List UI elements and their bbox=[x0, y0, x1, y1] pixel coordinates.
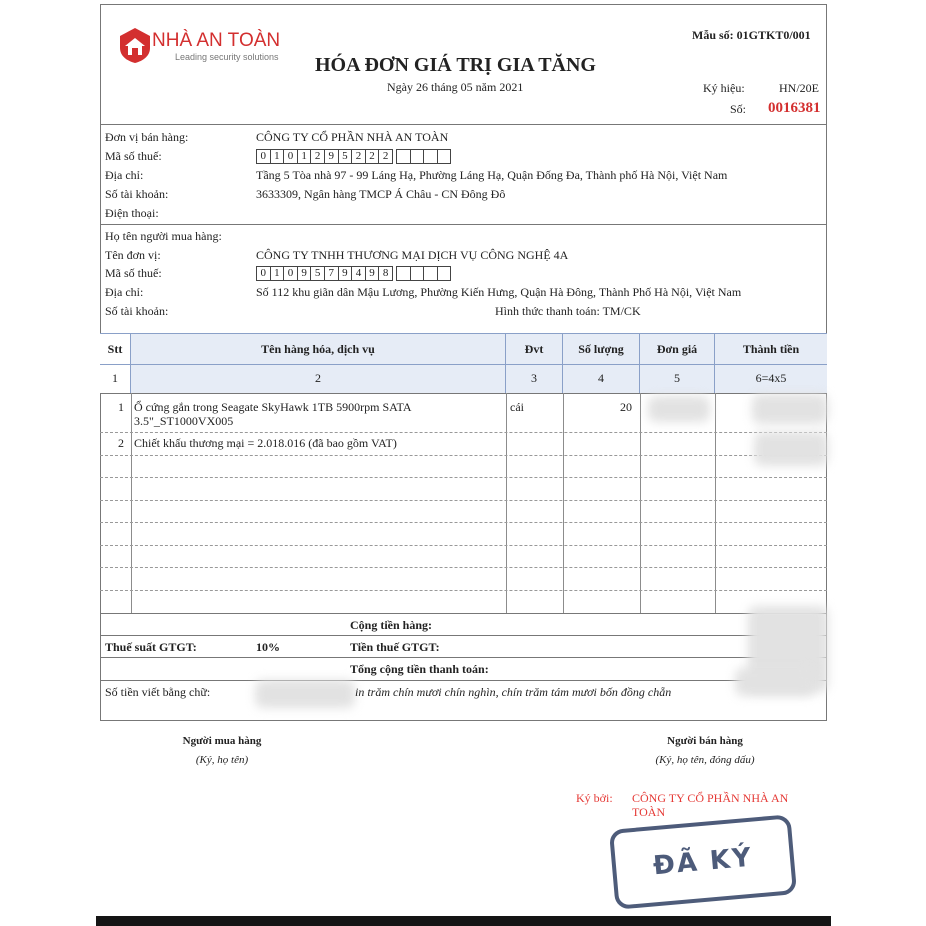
row-item-name: Chiết khấu thương mại = 2.018.016 (đã bao gồm VAT) bbox=[134, 436, 397, 450]
form-number: Mẫu số: 01GTKT0/001 bbox=[692, 28, 811, 42]
col-number: 2 bbox=[131, 364, 506, 393]
col-number: 5 bbox=[640, 364, 715, 393]
col-header-amount: Thành tiền bbox=[715, 334, 827, 364]
col-header-qty: Số lượng bbox=[563, 334, 640, 364]
invoice-number: 0016381 bbox=[768, 100, 821, 116]
row-separator bbox=[100, 477, 827, 478]
redacted-amount bbox=[752, 394, 828, 424]
redacted-words bbox=[255, 680, 355, 708]
row-separator bbox=[100, 522, 827, 523]
divider bbox=[100, 393, 827, 394]
in-words-label: Số tiền viết bằng chữ: bbox=[105, 685, 211, 699]
buyer-unit-label: Tên đơn vị: bbox=[105, 248, 161, 262]
row-qty: 20 bbox=[620, 400, 632, 414]
col-header-name: Tên hàng hóa, dịch vụ bbox=[131, 334, 506, 364]
subtotal-label: Cộng tiền hàng: bbox=[350, 618, 433, 632]
col-number: 3 bbox=[506, 364, 563, 393]
logo-tagline: Leading security solutions bbox=[175, 52, 279, 62]
buyer-account-label: Số tài khoản: bbox=[105, 304, 169, 318]
seller-address-label: Địa chỉ: bbox=[105, 168, 144, 182]
in-words: in trăm chín mươi chín nghìn, chín trăm tám mươi bốn đồng chẵn bbox=[355, 685, 672, 699]
divider bbox=[100, 613, 827, 614]
seller-tax-label: Mã số thuế: bbox=[105, 149, 162, 163]
bottom-bar bbox=[96, 916, 831, 926]
signed-by-name: CÔNG TY CỔ PHẦN NHÀ AN bbox=[632, 791, 789, 805]
invoice-title: HÓA ĐƠN GIÁ TRỊ GIA TĂNG bbox=[315, 54, 596, 76]
buyer-address: Số 112 khu giãn dân Mậu Lương, Phường Kiến Hưng, Quận Hà Đông, Thành Phố Hà Nội, Việt Nam bbox=[256, 285, 742, 299]
row-separator bbox=[100, 590, 827, 591]
symbol-value: HN/20E bbox=[779, 81, 819, 95]
seller-name-label: Đơn vị bán hàng: bbox=[105, 130, 189, 144]
invoice-date: Ngày 26 tháng 05 năm 2021 bbox=[387, 80, 524, 94]
seller-sign-title: Người bán hàng bbox=[667, 735, 743, 747]
seller-phone-label: Điện thoại: bbox=[105, 206, 159, 220]
row-stt: 2 bbox=[118, 436, 124, 450]
row-unit: cái bbox=[510, 400, 524, 414]
symbol-label: Ký hiệu: bbox=[703, 81, 745, 95]
divider bbox=[100, 635, 827, 636]
redacted-amount bbox=[754, 432, 828, 466]
number-label: Số: bbox=[730, 102, 747, 116]
payment-method: Hình thức thanh toán: TM/CK bbox=[495, 304, 641, 318]
divider bbox=[100, 657, 827, 658]
signed-stamp bbox=[609, 814, 797, 910]
house-shield-icon bbox=[118, 26, 152, 64]
row-item-name: Ổ cứng gắn trong Seagate SkyHawk 1TB 5900rpm SATA bbox=[134, 400, 412, 414]
divider bbox=[100, 124, 827, 125]
col-header-stt: Stt bbox=[100, 334, 131, 364]
row-separator bbox=[100, 455, 827, 456]
buyer-name-label: Họ tên người mua hàng: bbox=[105, 229, 222, 243]
buyer-sign-title: Người mua hàng bbox=[182, 735, 262, 747]
seller-account-label: Số tài khoản: bbox=[105, 187, 169, 201]
company-logo bbox=[118, 26, 152, 64]
buyer-tax-label: Mã số thuế: bbox=[105, 266, 162, 280]
divider bbox=[100, 680, 827, 681]
row-separator bbox=[100, 500, 827, 501]
col-header-price: Đơn giá bbox=[640, 334, 715, 364]
seller-address: Tầng 5 Tòa nhà 97 - 99 Láng Hạ, Phường Láng Hạ, Quận Đống Đa, Thành phố Hà Nội, Việt Nam bbox=[256, 168, 728, 182]
buyer-sign-note: (Ký, họ tên) bbox=[195, 754, 249, 766]
row-item-name-cont: 3.5"_ST1000VX005 bbox=[134, 414, 234, 428]
row-separator bbox=[100, 545, 827, 546]
row-separator bbox=[100, 432, 827, 433]
column-line bbox=[563, 393, 564, 613]
col-header-unit: Đvt bbox=[506, 334, 563, 364]
redacted-words bbox=[735, 668, 815, 696]
vat-rate-label: Thuế suất GTGT: bbox=[105, 640, 197, 654]
stamp-text: ĐÃ KÝ bbox=[651, 842, 755, 882]
seller-tax-code: 0 1 0 1 2 9 5 2 2 2 bbox=[256, 149, 450, 164]
signed-by-name-cont: TOÀN bbox=[632, 805, 666, 819]
signed-by-label: Ký bởi: bbox=[576, 791, 613, 805]
vat-amount-label: Tiền thuế GTGT: bbox=[350, 640, 440, 654]
col-number: 1 bbox=[100, 364, 131, 393]
col-number: 4 bbox=[563, 364, 640, 393]
seller-name: CÔNG TY CỔ PHẦN NHÀ AN TOÀN bbox=[256, 130, 449, 144]
logo-text: NHÀ AN TOÀN bbox=[152, 30, 281, 51]
seller-sign-note: (Ký, họ tên, đóng dấu) bbox=[655, 754, 755, 766]
vat-rate: 10% bbox=[256, 640, 280, 654]
buyer-address-label: Địa chỉ: bbox=[105, 285, 144, 299]
buyer-unit: CÔNG TY TNHH THƯƠNG MẠI DỊCH VỤ CÔNG NGHỆ 4A bbox=[256, 248, 569, 262]
grand-total-label: Tổng cộng tiền thanh toán: bbox=[350, 662, 489, 676]
redacted-price bbox=[648, 396, 710, 422]
seller-account: 3633309, Ngân hàng TMCP Á Châu - CN Đông Đô bbox=[256, 187, 506, 201]
column-line bbox=[640, 393, 641, 613]
col-number: 6=4x5 bbox=[715, 364, 827, 393]
buyer-tax-code: 0 1 0 9 5 7 9 4 9 8 bbox=[256, 266, 450, 281]
column-line bbox=[715, 393, 716, 613]
row-stt: 1 bbox=[118, 400, 124, 414]
divider bbox=[100, 364, 827, 365]
row-separator bbox=[100, 567, 827, 568]
divider bbox=[100, 224, 827, 225]
column-line bbox=[506, 393, 507, 613]
column-line bbox=[131, 393, 132, 613]
